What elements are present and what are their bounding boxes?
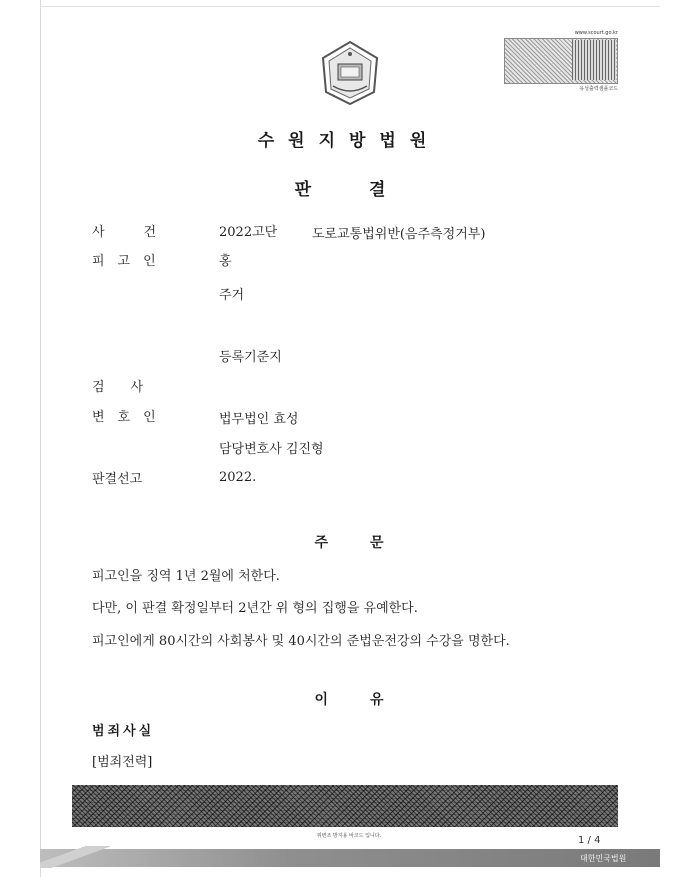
barcode-caption: 위변조 방지용 바코드 입니다. (316, 833, 382, 839)
reasons-title: 이 유 (314, 692, 384, 708)
page-number: 1 / 4 (578, 835, 601, 846)
address-label: 주거 (219, 288, 245, 303)
crime-facts-heading: 범죄사실 (92, 724, 155, 739)
sentence-line: 피고인에게 80시간의 사회봉사 및 40시간의 준법운전강의 수강을 명한다. (92, 634, 510, 649)
court-emblem-icon (319, 40, 381, 106)
case-number: 2022고단 (219, 225, 278, 240)
barcode-pattern (572, 40, 616, 80)
anti-forgery-barcode (72, 785, 618, 827)
counsel-firm: 법무법인 효성 (219, 412, 299, 427)
document-type: 판결 (294, 180, 444, 200)
registry-label: 등록기준지 (219, 350, 282, 365)
sentence-title: 주 문 (314, 535, 384, 551)
date-label: 판결선고 (92, 472, 143, 487)
page-top-edge (40, 6, 660, 7)
case-name: 도로교통법위반(음주측정거부) (312, 227, 486, 242)
counsel-label: 변 호 인 (92, 410, 156, 425)
sentence-line: 다만, 이 판결 확정일부터 2년간 위 형의 집행을 유예한다. (92, 601, 418, 616)
footer-bar (40, 849, 660, 867)
court-name: 수원지방법원 (257, 131, 441, 151)
defendant-label: 피 고 인 (92, 254, 156, 269)
counsel-lawyer: 담당변호사 김진형 (219, 442, 324, 457)
prosecutor-label: 검 사 (92, 380, 144, 395)
case-label: 사 건 (92, 225, 157, 240)
date-value: 2022. (219, 470, 257, 485)
qr-url-text: www.scourt.go.kr (574, 30, 618, 36)
sentence-line: 피고인을 징역 1년 2월에 처한다. (92, 569, 280, 584)
qr-caption: 유성출력샘플코드 (579, 86, 618, 92)
footer-stripe (40, 846, 110, 868)
issuer-name: 대한민국법원 (580, 854, 627, 863)
defendant-name: 홍 (219, 254, 232, 269)
prior-record-heading: [범죄전력] (92, 755, 153, 770)
